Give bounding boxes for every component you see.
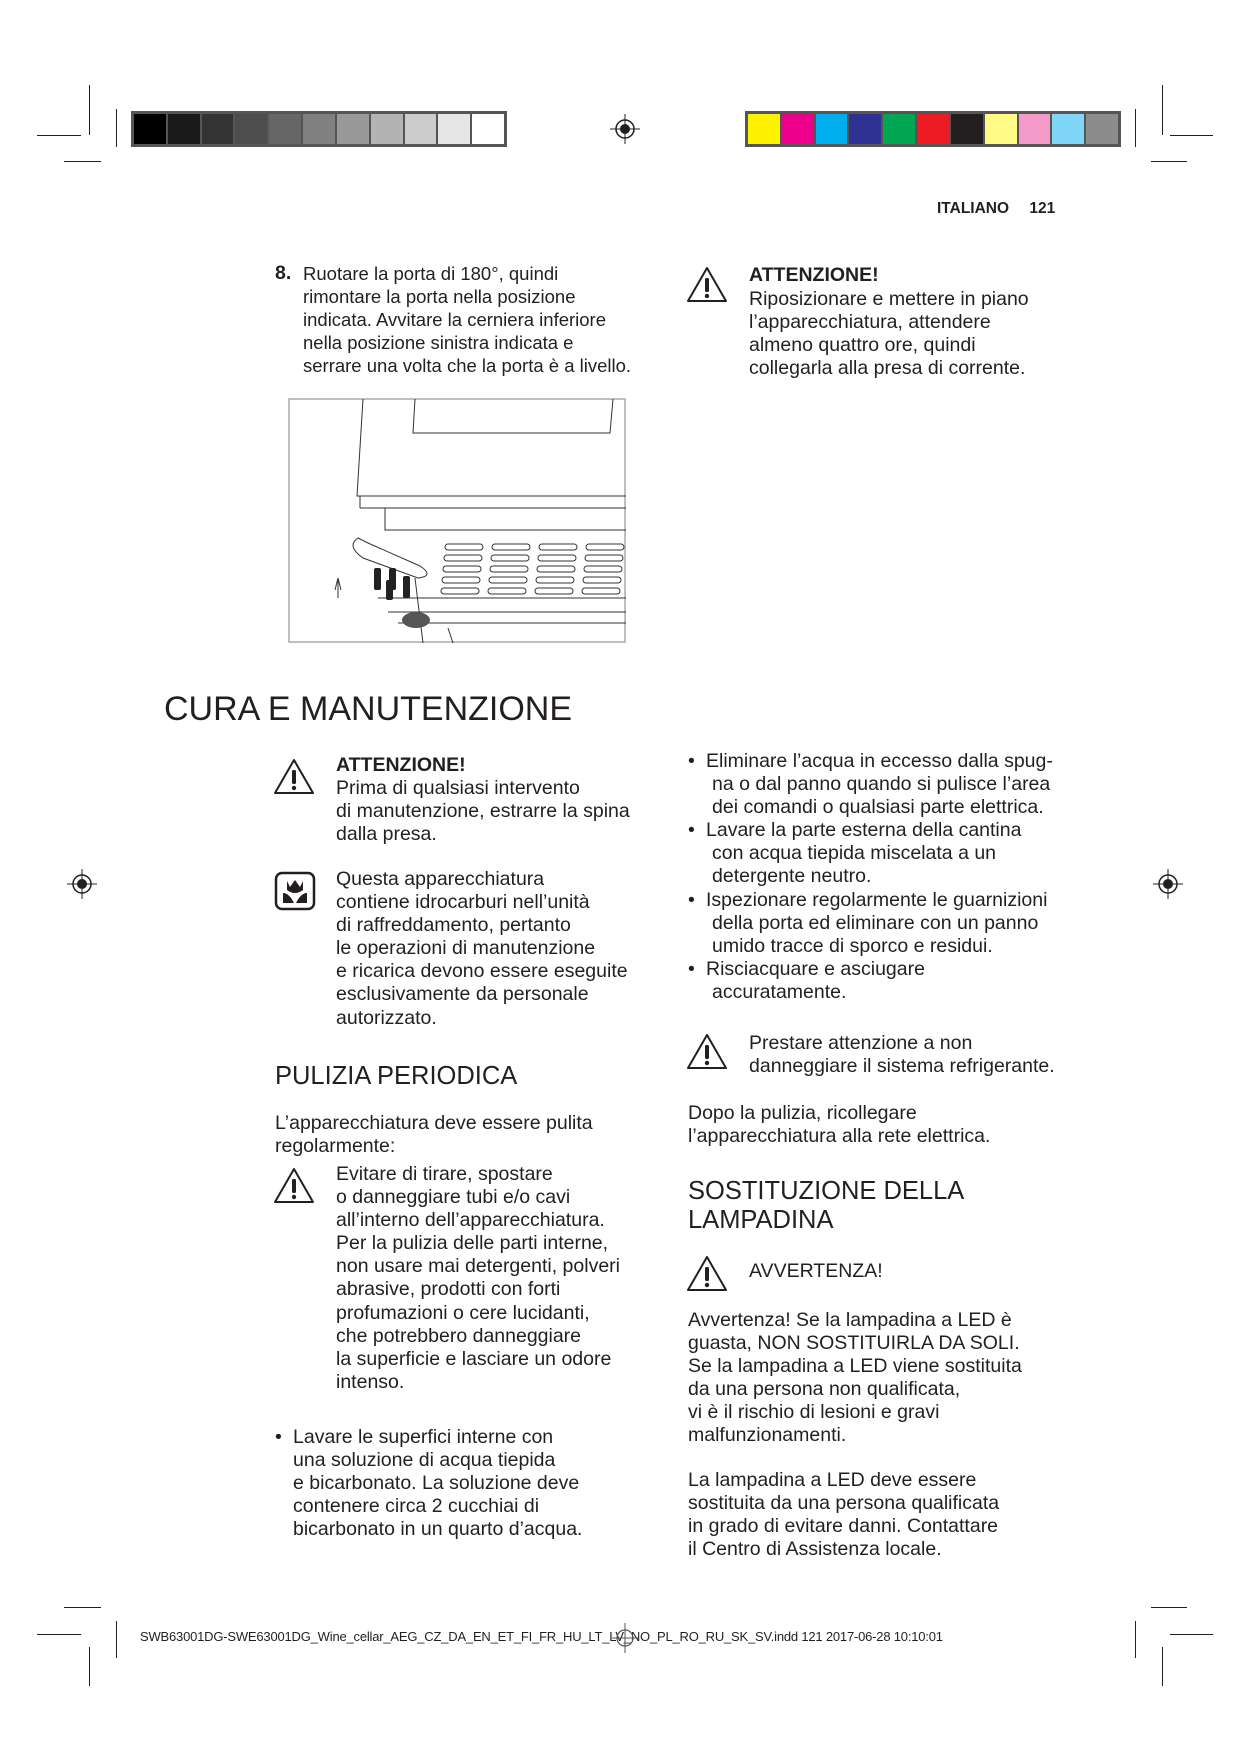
warning-title: ATTENZIONE!	[749, 264, 879, 286]
bullet-item-start	[688, 750, 1053, 773]
caution-text	[749, 1032, 1055, 1078]
crop-mark	[1151, 1607, 1187, 1608]
text-line: Riposizionare e mettere in piano	[749, 288, 1029, 310]
crop-mark	[1135, 109, 1136, 147]
text-line: autorizzato.	[336, 1006, 437, 1029]
color-swatch	[782, 114, 816, 144]
cleaning-bullet	[293, 1426, 582, 1541]
text-line: Per la pulizia delle parti interne,	[336, 1232, 609, 1255]
warning-triangle-icon	[686, 1254, 728, 1294]
after-cleaning-text	[688, 1102, 990, 1148]
warning-triangle-icon	[273, 1166, 315, 1206]
crop-mark	[1170, 135, 1213, 136]
text-line: l’apparecchiatura, attendere	[749, 311, 991, 334]
text-line: Se la lampadina a LED viene sostituita	[688, 1355, 1022, 1378]
crop-mark	[89, 85, 90, 135]
lamp-warning-text	[688, 1309, 1022, 1448]
bullet-item-line	[688, 796, 1053, 819]
text-line: sostituita da una persona qualificata	[688, 1492, 1000, 1515]
color-swatch	[438, 114, 472, 144]
text-line: Ruotare la porta di 180°, quindi	[303, 263, 559, 284]
bullet-text: dei comandi o qualsiasi parte elettrica.	[712, 796, 1044, 819]
crop-mark	[37, 135, 81, 136]
text-line: contiene idrocarburi nell’unità	[336, 891, 590, 914]
bullet-text: Ispezionare regolarmente le guarnizioni	[706, 888, 1048, 911]
print-slug: SWB63001DG-SWE63001DG_Wine_cellar_AEG_CZ_DA_EN_ET_FI_FR_HU_LT_LV_NO_PL_RO_RU_SK_SV.indd 121 2017-06-28 10:10:01	[140, 1629, 943, 1644]
step-number: 8.	[275, 262, 292, 284]
bullet-item-start	[688, 819, 1053, 842]
color-swatch	[303, 114, 337, 144]
text-line: La lampadina a LED deve essere	[688, 1469, 977, 1491]
text-line: Prestare attenzione a non	[749, 1032, 973, 1054]
cleaning-intro-text	[275, 1112, 593, 1158]
text-line: dalla presa.	[336, 823, 437, 846]
bullet-item-line	[688, 935, 1053, 958]
text-line: intenso.	[336, 1370, 405, 1393]
crop-mark	[1162, 85, 1163, 135]
header-language: ITALIANO	[937, 200, 1010, 217]
text-line: una soluzione di acqua tiepida	[293, 1449, 556, 1472]
text-line: rimontare la porta nella posizione	[303, 286, 576, 308]
text-line: L’apparecchiatura deve essere pulita	[275, 1112, 593, 1134]
bullet-text: della porta ed eliminare con un panno	[712, 911, 1039, 934]
text-line: danneggiare il sistema refrigerante.	[749, 1055, 1055, 1078]
crop-mark	[116, 109, 117, 147]
bullet-text: Risciacquare e asciugare	[706, 957, 925, 980]
cleaning-bullet-list	[688, 750, 1053, 1004]
grayscale-bar	[131, 111, 507, 147]
text-line: esclusivamente da personale	[336, 983, 589, 1006]
crop-mark	[89, 1647, 90, 1686]
section-heading-cleaning: PULIZIA PERIODICA	[275, 1062, 518, 1090]
text-line: l’apparecchiatura alla rete elettrica.	[688, 1125, 991, 1148]
color-swatch	[168, 114, 202, 144]
bullet-marker: •	[688, 750, 695, 772]
bullet-marker: •	[688, 888, 695, 911]
environment-note-text	[336, 868, 628, 1030]
crop-mark	[1162, 1647, 1163, 1686]
text-line: indicata. Avvitare la cerniera inferiore	[303, 309, 607, 331]
text-line: o danneggiare tubi e/o cavi	[336, 1186, 571, 1209]
registration-mark-icon	[1152, 868, 1184, 900]
crop-mark	[64, 161, 101, 162]
bullet-item-start	[688, 889, 1053, 912]
bullet-item-line	[688, 912, 1053, 935]
text-line: LAMPADINA	[688, 1206, 834, 1234]
text-line: di raffreddamento, pertanto	[336, 914, 571, 937]
color-swatch	[951, 114, 985, 144]
bullet-item-line	[688, 865, 1053, 888]
section-heading-care: CURA E MANUTENZIONE	[164, 690, 573, 728]
color-swatch	[917, 114, 951, 144]
text-line: all’interno dell’apparecchiatura.	[336, 1209, 605, 1232]
text-line: malfunzionamenti.	[688, 1424, 847, 1447]
environment-flower-icon	[274, 871, 316, 911]
step-8-text	[303, 262, 631, 377]
crop-mark	[1135, 1621, 1136, 1658]
text-line: di manutenzione, estrarre la spina	[336, 800, 630, 823]
color-swatch	[1052, 114, 1086, 144]
bullet-marker: •	[688, 819, 695, 842]
color-swatch	[405, 114, 439, 144]
color-swatch	[371, 114, 405, 144]
text-line: non usare mai detergenti, polveri	[336, 1255, 620, 1278]
crop-mark	[64, 1607, 101, 1608]
bullet-text: na o dal panno quando si pulisce l’area	[712, 773, 1051, 796]
bullet-marker: •	[275, 1426, 282, 1448]
registration-mark-icon	[611, 1622, 639, 1654]
text-line: Questa apparecchiatura	[336, 868, 545, 890]
text-line: regolarmente:	[275, 1135, 396, 1158]
door-hinge-illustration	[288, 398, 626, 643]
text-line: che potrebbero danneggiare	[336, 1324, 582, 1347]
text-line: almeno quattro ore, quindi	[749, 334, 976, 357]
text-line: guasta, NON SOSTITUIRLA DA SOLI.	[688, 1332, 1020, 1355]
lamp-warning-title: AVVERTENZA!	[749, 1260, 883, 1282]
bullet-text: accuratamente.	[712, 980, 847, 1003]
text-line: Lavare le superfici interne con	[293, 1426, 554, 1448]
warning-text	[336, 777, 630, 846]
text-line: Avvertenza! Se la lampadina a LED è	[688, 1309, 1012, 1331]
color-swatch	[816, 114, 850, 144]
text-line: e ricarica devono essere eseguite	[336, 960, 628, 983]
color-swatch	[472, 114, 504, 144]
bullet-marker: •	[688, 957, 695, 980]
text-line: SOSTITUZIONE DELLA	[688, 1177, 965, 1205]
text-line: il Centro di Assistenza locale.	[688, 1538, 942, 1561]
warning-text	[749, 288, 1029, 380]
crop-mark	[116, 1621, 117, 1658]
bullet-item-line	[688, 981, 1053, 1004]
text-line: nella posizione sinistra indicata e	[303, 332, 574, 354]
text-line: abrasive, prodotti con forti	[336, 1278, 561, 1301]
text-line: Evitare di tirare, spostare	[336, 1163, 553, 1185]
text-line: contenere circa 2 cucchiai di	[293, 1495, 540, 1518]
text-line: collegarla alla presa di corrente.	[749, 357, 1026, 380]
bullet-item-line	[688, 842, 1053, 865]
text-line: serrare una volta che la porta è a livello.	[303, 355, 632, 377]
text-line: le operazioni di manutenzione	[336, 937, 596, 960]
text-line: la superficie e lasciare un odore	[336, 1347, 612, 1370]
text-line: in grado di evitare danni. Contattare	[688, 1515, 999, 1538]
header-page-number: 121	[1029, 200, 1056, 217]
bullet-text: con acqua tiepida miscelata a un	[712, 842, 997, 865]
text-line: bicarbonato in un quarto d’acqua.	[293, 1518, 583, 1541]
text-line: da una persona non qualificata,	[688, 1378, 961, 1401]
crop-mark	[37, 1634, 81, 1635]
lamp-instructions-text	[688, 1469, 999, 1561]
text-line: Prima di qualsiasi intervento	[336, 777, 580, 799]
text-line: vi è il rischio di lesioni e gravi	[688, 1401, 940, 1424]
bullet-text: Eliminare l’acqua in eccesso dalla spug-	[706, 750, 1053, 772]
color-swatch	[337, 114, 371, 144]
color-swatch	[1019, 114, 1053, 144]
bullet-item-start	[688, 958, 1053, 981]
crop-mark	[1170, 1634, 1213, 1635]
warning-triangle-icon	[273, 757, 315, 797]
color-swatch	[235, 114, 269, 144]
bullet-item-line	[688, 773, 1053, 796]
color-swatch	[134, 114, 168, 144]
bullet-text: Lavare la parte esterna della cantina	[706, 819, 1022, 842]
bullet-text: umido tracce di sporco e residui.	[712, 934, 993, 957]
registration-mark-icon	[66, 868, 98, 900]
bullet-text: detergente neutro.	[712, 865, 872, 888]
text-line: Dopo la pulizia, ricollegare	[688, 1102, 917, 1124]
color-swatch	[269, 114, 303, 144]
warning-title: ATTENZIONE!	[336, 754, 466, 776]
registration-mark-icon	[609, 113, 641, 145]
section-heading-lamp	[688, 1177, 964, 1235]
text-line: profumazioni o cere lucidanti,	[336, 1301, 590, 1324]
color-swatch	[1086, 114, 1118, 144]
cleaning-warning-text	[336, 1163, 620, 1394]
color-swatch	[748, 114, 782, 144]
warning-triangle-icon	[686, 1032, 728, 1072]
color-swatch	[985, 114, 1019, 144]
color-swatch	[883, 114, 917, 144]
crop-mark	[1151, 161, 1187, 162]
running-header	[937, 200, 1055, 218]
color-swatch	[849, 114, 883, 144]
color-bar	[745, 111, 1121, 147]
color-swatch	[202, 114, 236, 144]
text-line: e bicarbonato. La soluzione deve	[293, 1472, 580, 1495]
warning-triangle-icon	[686, 265, 728, 305]
